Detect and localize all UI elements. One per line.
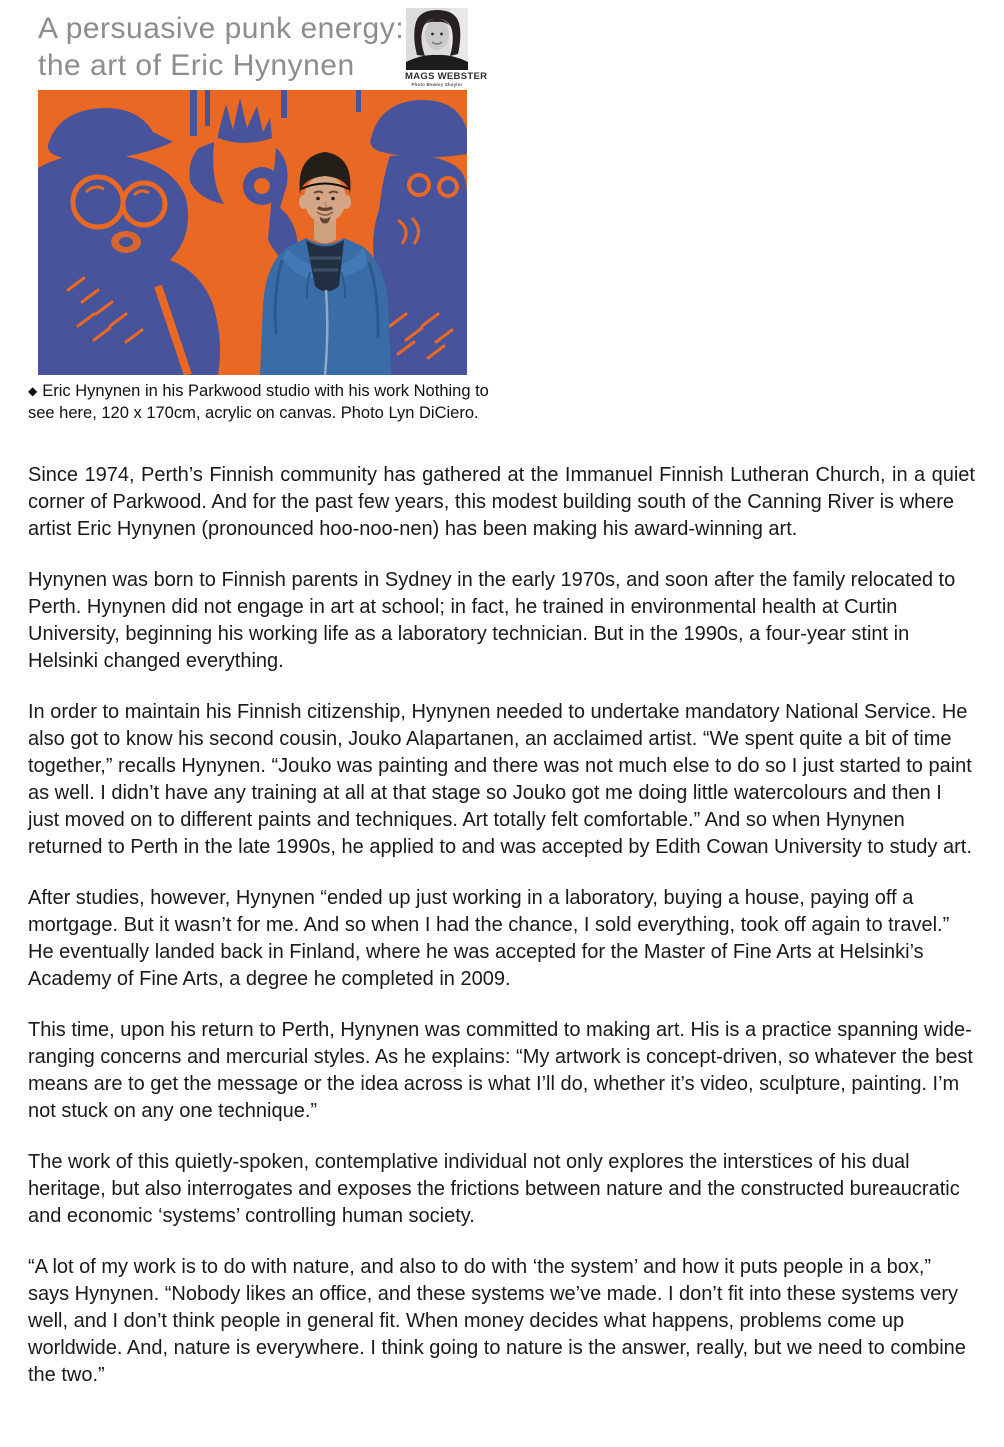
paragraph-1-segment-1: Since 1974, Perth’s Finnish community has gathered at the Immanuel Finnish Lutheran Church, in a quiet corner of Parkwood. And for the past few years, this modest building south of the Canning River is where — [28, 464, 975, 513]
author-portrait-photo — [406, 8, 468, 70]
author-name: MAGS WEBSTER — [405, 71, 488, 82]
article-paragraph-3: In order to maintain his Finnish citizenship, Hynynen needed to undertake mandatory National Service. He also got to know his second cousin, Jouko Alapartanen, an acclaimed artist. “We spent quite a bit of time together,” recalls Hynynen. “Jouko was painting and there was not much else to do so I just started to paint as well. I didn’t have any training at all at that stage so Jouko got me doing little watercolours and then I just moved on to different paints and techniques. Art totally felt comfortable.” And so when Hynynen returned to Perth in the late 1990s, he applied to and was accepted by Edith Cowan University to study art. — [28, 701, 972, 858]
article-paragraph-6: The work of this quietly-spoken, contemplative individual not only explores the interstices of his dual heritage, but also interrogates and exposes the frictions between nature and the constructed bureaucratic and economic ‘systems’ controlling human society. — [28, 1151, 960, 1227]
article-paragraph-7: “A lot of my work is to do with nature, and also to do with ‘the system’ and how it puts people in a box,” says Hynynen. “Nobody likes an office, and these systems we’ve made. I don’t fit into these systems very well, and I don’t think people in general fit. When money decides what happens, problems come up worldwide. And, nature is everywhere. I think going to nature is the answer, really, but we need to combine the two.” — [28, 1256, 966, 1386]
article-paragraph-4: After studies, however, Hynynen “ended up just working in a laboratory, buying a house, paying off a mortgage. But it wasn’t for me. And so when I had the chance, I sold everything, took off again to travel.” He eventually landed back in Finland, where he was accepted for the Master of Fine Arts at Helsinki’s Academy of Fine Arts, a degree he completed in 2009. — [28, 887, 950, 990]
photo-caption — [28, 380, 500, 424]
paragraph-1-segment-2: artist Eric Hynynen (pronounced hoo-noo-nen) has been making his award-winning art. — [28, 518, 798, 540]
artist-studio-photo — [38, 90, 467, 375]
author-photo-credit: Photo Bewley Shaylor — [411, 82, 463, 87]
article-paragraph-1 — [28, 462, 975, 543]
photo-caption-text: Eric Hynynen in his Parkwood studio with his work Nothing to see here, 120 x 170cm, acrylic on canvas. Photo Lyn DiCiero. — [28, 382, 489, 422]
artist-photo-illustration — [38, 90, 467, 375]
diamond-bullet-icon: ◆ — [28, 384, 38, 398]
title-line-2: the art of Eric Hynynen — [38, 49, 355, 82]
article-paragraph-5: This time, upon his return to Perth, Hynynen was committed to making art. His is a practice spanning wide-ranging concerns and mercurial styles. As he explains: “My artwork is concept-driven, so whatever the best means are to get the message or the idea across is what I’ll do, whether it’s video, sculpture, painting. I’m not stuck on any one technique.” — [28, 1019, 973, 1122]
article-body — [28, 462, 975, 1413]
author-block — [405, 8, 488, 87]
page-title — [38, 10, 404, 84]
title-line-1: A persuasive punk energy: — [38, 12, 405, 45]
article-paragraph-2: Hynynen was born to Finnish parents in Sydney in the early 1970s, and soon after the family relocated to Perth. Hynynen did not engage in art at school; in fact, he trained in environmental health at Curtin University, beginning his working life as a laboratory technician. But in the 1990s, a four-year stint in Helsinki changed everything. — [28, 569, 956, 672]
